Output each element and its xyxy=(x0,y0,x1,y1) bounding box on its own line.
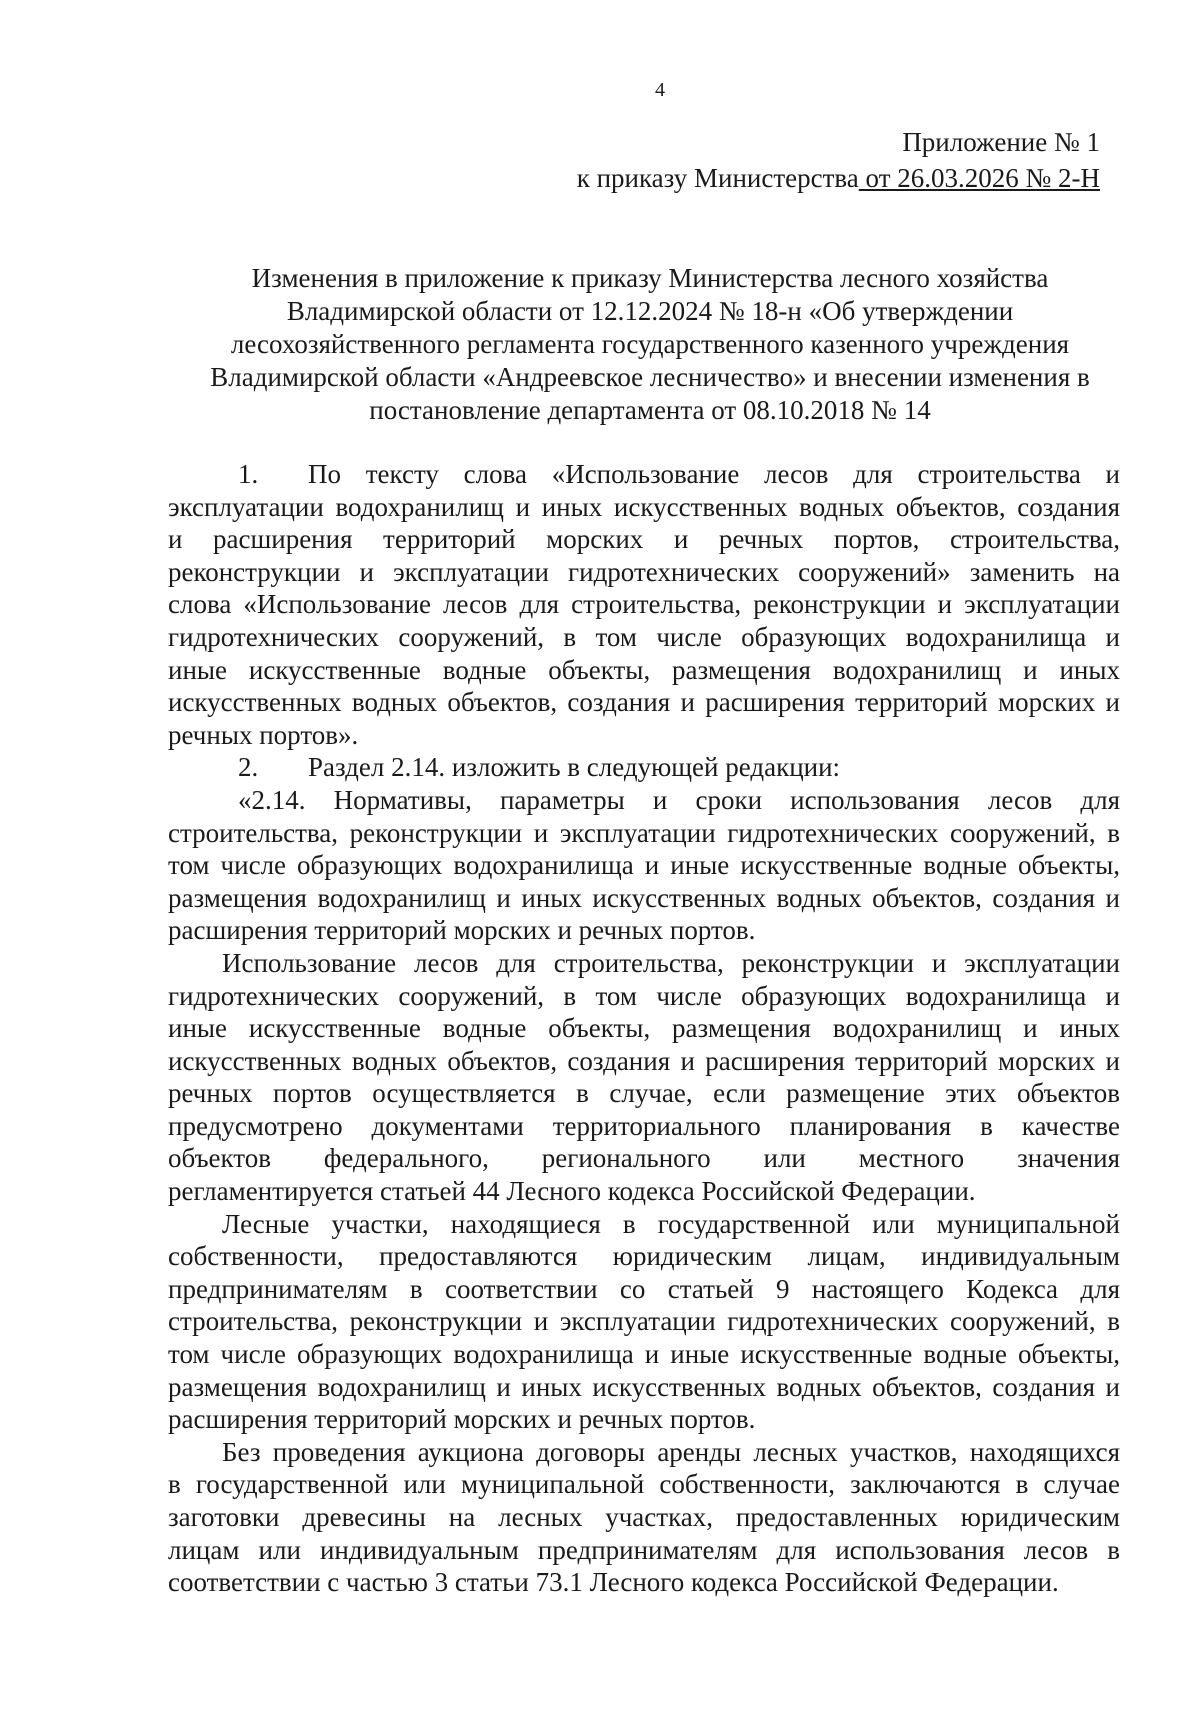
appendix-order-date-number: от 26.03.2026 № 2-Н xyxy=(858,163,1100,193)
paragraph-line: размещения водохранилищ и иных искусственных водных объектов, создания и xyxy=(168,1371,1120,1402)
paragraph-line: речных портов осуществляется в случае, если размещение этих объектов xyxy=(168,1078,1120,1109)
title-line: Изменения в приложение к приказу Министерства лесного хозяйства xyxy=(251,263,1049,293)
page-number: 4 xyxy=(655,79,665,101)
appendix-order-reference xyxy=(577,160,1100,196)
title-line: лесохозяйственного регламента государственного казенного учреждения xyxy=(230,329,1070,359)
section-2-14-line: строительства, реконструкции и эксплуатации гидротехнических сооружений, в xyxy=(168,817,1120,848)
paragraph-forest-plots xyxy=(168,1208,1120,1436)
appendix-number: Приложение № 1 xyxy=(902,127,1100,157)
item-1-line: искусственных водных объектов, создания и расширения территорий морских и xyxy=(168,687,1120,718)
paragraph-line: гидротехнических сооружений, в том числе образующих водохранилища и xyxy=(168,980,1120,1011)
item-1-line: реконструкции и эксплуатации гидротехнических сооружений» заменить на xyxy=(168,556,1120,587)
paragraph-line: Использование лесов для строительства, реконструкции и эксплуатации xyxy=(222,947,1120,978)
paragraph-line: предпринимателям в соответствии со статьей 9 настоящего Кодекса для xyxy=(168,1273,1120,1304)
item-1-line: слова «Использование лесов для строительства, реконструкции и эксплуатации xyxy=(168,589,1120,620)
item-1-line: и расширения территорий морских и речных портов, строительства, xyxy=(168,524,1120,555)
item-1-line: иные искусственные водные объекты, размещения водохранилищ и иных xyxy=(168,654,1120,685)
section-2-14-line: том числе образующих водохранилища и иные искусственные водные объекты, xyxy=(168,850,1120,881)
paragraph-line: расширения территорий морских и речных портов. xyxy=(168,1404,756,1435)
item-1 xyxy=(168,458,1120,751)
paragraph-line: Без проведения аукциона договоры аренды лесных участков, находящихся xyxy=(222,1436,1120,1467)
appendix-order-prefix: к приказу Министерства xyxy=(576,163,859,193)
appendix-header xyxy=(577,124,1100,196)
item-1-number: 1. xyxy=(238,459,259,489)
document-title xyxy=(180,262,1120,427)
section-2-14-line: размещения водохранилищ и иных искусственных водных объектов, создания и xyxy=(168,882,1120,913)
paragraph-line: объектов федерального, регионального или местного значения xyxy=(168,1143,1120,1174)
item-1-line: По тексту слова «Использование лесов для строительства и xyxy=(308,459,1120,489)
title-line: Владимирской области от 12.12.2024 № 18-н «Об утверждении xyxy=(286,296,1014,326)
paragraph-line: строительства, реконструкции и эксплуатации гидротехнических сооружений, в xyxy=(168,1306,1120,1337)
paragraph-usage xyxy=(168,947,1120,1208)
paragraph-line: собственности, предоставляются юридическим лицам, индивидуальным xyxy=(168,1241,1120,1272)
paragraph-line: Лесные участки, находящиеся в государственной или муниципальной xyxy=(222,1208,1120,1239)
paragraph-line: лицам или индивидуальным предпринимателям для использования лесов в xyxy=(168,1534,1120,1565)
section-2-14 xyxy=(168,784,1120,947)
paragraph-line: иные искусственные водные объекты, размещения водохранилищ и иных xyxy=(168,1013,1120,1044)
title-line: постановление департамента от 08.10.2018 № 14 xyxy=(369,395,931,425)
paragraph-line: искусственных водных объектов, создания и расширения территорий морских и xyxy=(168,1045,1120,1076)
section-2-14-line: расширения территорий морских и речных портов. xyxy=(168,915,756,946)
item-2-line xyxy=(168,751,1120,784)
item-1-line: речных портов». xyxy=(168,719,359,750)
paragraph-auction xyxy=(168,1436,1120,1599)
document-body xyxy=(168,458,1120,1599)
item-2-number: 2. xyxy=(238,752,259,783)
item-1-first-line xyxy=(168,458,1120,491)
title-line: Владимирской области «Андреевское лесничество» и внесении изменения в xyxy=(210,362,1090,392)
item-2-text: Раздел 2.14. изложить в следующей редакции: xyxy=(308,752,841,783)
paragraph-line: в государственной или муниципальной собственности, заключаются в случае xyxy=(168,1469,1120,1500)
item-1-line: эксплуатации водохранилищ и иных искусственных водных объектов, создания xyxy=(168,491,1120,522)
paragraph-line: том числе образующих водохранилища и иные искусственные водные объекты, xyxy=(168,1339,1120,1370)
paragraph-line: соответствии с частью 3 статьи 73.1 Лесного кодекса Российской Федерации. xyxy=(168,1567,1059,1598)
paragraph-line: регламентируется статьей 44 Лесного кодекса Российской Федерации. xyxy=(168,1176,976,1207)
paragraph-line: заготовки древесины на лесных участках, предоставленных юридическим xyxy=(168,1502,1120,1532)
item-2 xyxy=(168,751,1120,784)
paragraph-line: предусмотрено документами территориального планирования в качестве xyxy=(168,1110,1120,1141)
item-1-line: гидротехнических сооружений, в том числе образующих водохранилища и xyxy=(168,621,1120,652)
section-2-14-line: «2.14. Нормативы, параметры и сроки использования лесов для xyxy=(238,784,1120,815)
